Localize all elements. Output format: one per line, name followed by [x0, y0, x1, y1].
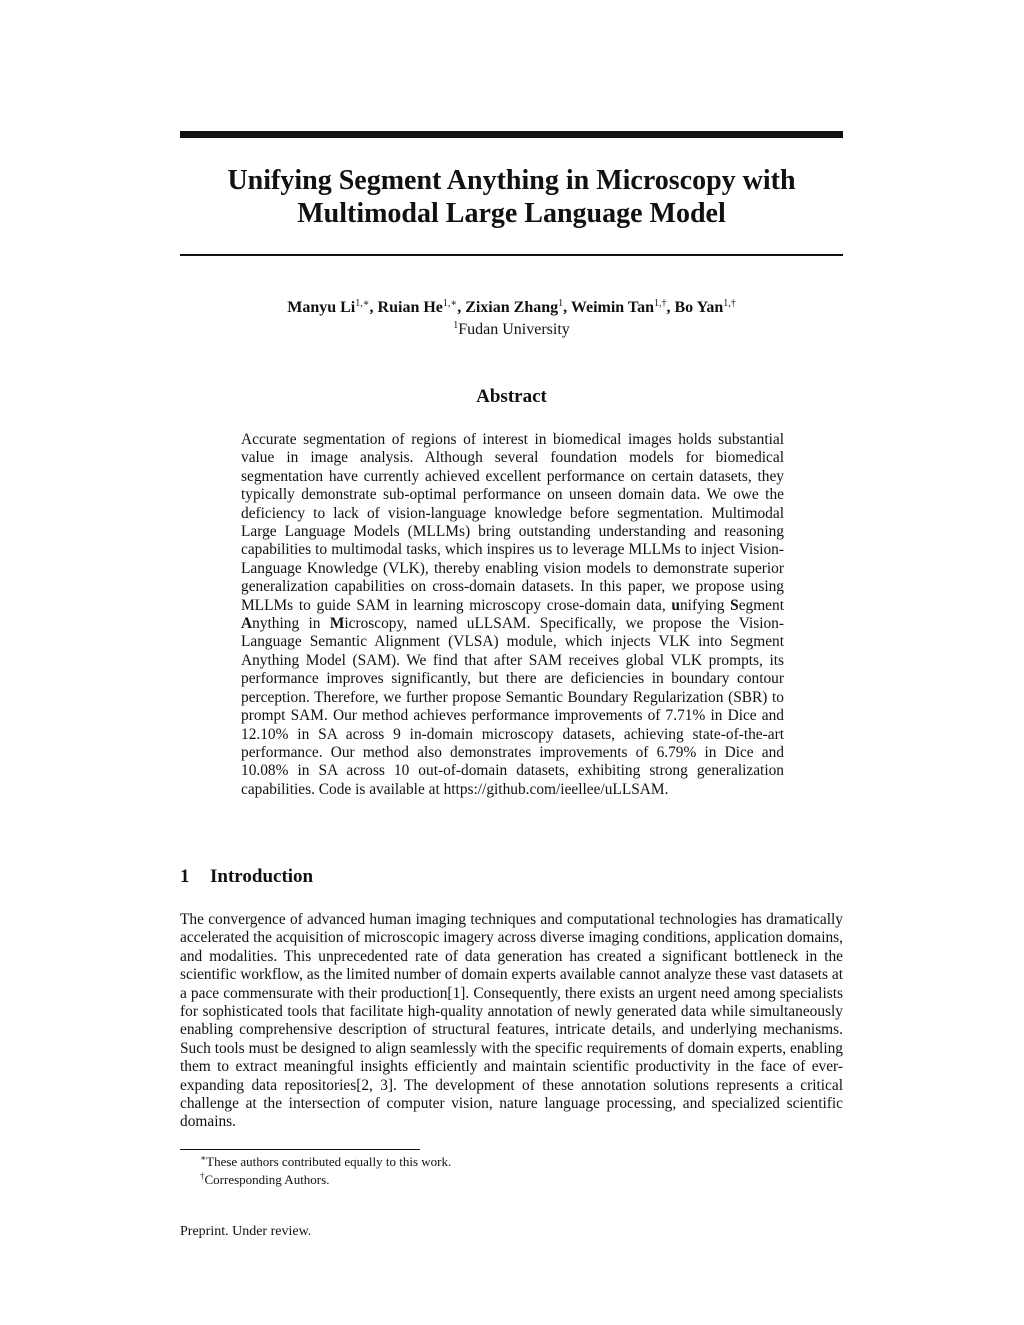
author-name: Zixian Zhang [465, 299, 559, 316]
author-list [180, 298, 843, 318]
footnote-mark: ∗ [200, 1153, 207, 1163]
author-marks: 1,† [654, 298, 667, 309]
introduction-paragraph: The convergence of advanced human imaging techniques and computational technologies has dramatically accelerated the acquisition of microscopic imagery across diverse imaging conditions, application domains, and modalities. This unprecedented rate of data generation has created a significant bottleneck in the scientific workflow, as the limited number of domain experts available cannot analyze these vast datasets at a pace commensurate with their production[1]. Consequently, there exists an urgent need among specialists for sophisticated tools that facilitate high-quality annotation of newly generated data while simultaneously enabling comprehensive description of structural features, intricate details, and underlying mechanisms. Such tools must be designed to align seamlessly with the specific requirements of domain experts, enabling them to extract meaningful insights efficiently and maintain scientific productivity in the face of ever-expanding data repositories[2, 3]. The development of these annotation solutions represents a critical challenge at the intersection of computer vision, nature language processing, and specialized scientific domains. [180, 911, 843, 1131]
author-separator: , [457, 299, 466, 316]
author-name: Manyu Li [287, 299, 356, 316]
footnote-text: Corresponding Authors. [204, 1172, 330, 1187]
author-marks: 1,∗ [442, 298, 458, 309]
section-heading-introduction [180, 866, 313, 888]
footnote [200, 1153, 451, 1171]
footnote-rule [180, 1149, 420, 1150]
author-separator: , [369, 299, 378, 316]
section-title: Introduction [210, 866, 314, 887]
title-line-2: Multimodal Large Language Model [297, 198, 726, 229]
author-separator: , [666, 299, 675, 316]
abstract-part: nything in [252, 615, 330, 633]
author-marks: 1,∗ [355, 298, 370, 309]
footnotes [200, 1153, 451, 1189]
author-marks: 1 [558, 298, 564, 309]
abstract-bold-letter: u [671, 596, 680, 614]
affiliation-mark: 1 [453, 320, 459, 331]
abstract-part: Accurate segmentation of regions of interest in biomedical images holds substantial value in image analysis. Although several foundation models for biomedical segmentation have currently achieved excellent performance on certain datasets, they typically demonstrate sub-optimal performance on unseen domain data. We owe the deficiency to lack of vision-language knowledge before segmentation. Multimodal Large Language Models (MLLMs) bring outstanding understanding and reasoning capabilities to multimodal tasks, which inspires us to leverage MLLMs to inject Vision-Language Knowledge (VLK), thereby enabling vision models to demonstrate superior generalization capabilities on cross-domain datasets. In this paper, we propose using MLLMs to guide SAM in learning microscopy crose-domain data, [241, 431, 784, 614]
abstract-text [241, 431, 784, 799]
footnote-mark: † [200, 1171, 205, 1181]
preprint-footer: Preprint. Under review. [180, 1224, 312, 1239]
footnote-text: These authors contributed equally to this work. [206, 1154, 452, 1169]
title-line-1: Unifying Segment Anything in Microscopy with [227, 165, 796, 196]
author-name: Bo Yan [674, 299, 724, 316]
section-number: 1 [180, 866, 190, 887]
title-bottom-rule [180, 254, 843, 256]
abstract-bold-letter: M [329, 615, 345, 633]
affiliation-name: Fudan University [458, 321, 570, 338]
abstract-part: nifying [679, 596, 731, 614]
abstract-bold-letter: S [730, 596, 739, 614]
abstract-bold-letter: A [241, 615, 253, 633]
author-separator: , [563, 299, 571, 316]
author-name: Ruian He [377, 299, 443, 316]
author-name: Weimin Tan [570, 299, 654, 316]
abstract-part: egment [738, 596, 784, 614]
abstract-heading: Abstract [476, 386, 547, 407]
author-marks: 1,† [723, 298, 736, 309]
top-rule [180, 131, 843, 138]
abstract-part: icroscopy, named uLLSAM. Specifically, we propose the Vision-Language Semantic Alignment (VLSA) module, which injects VLK into Segment Anything Model (SAM). We find that after SAM receives global VLK prompts, its performance improves significantly, but there are deficiencies in boundary contour perception. Therefore, we further propose Semantic Boundary Regularization (SBR) to prompt SAM. Our method achieves performance improvements of 7.71% in Dice and 12.10% in SA across 9 in-domain microscopy datasets, achieving state-of-the-art performance. Our method also demonstrates improvements of 6.79% in Dice and 10.08% in SA across 10 out-of-domain datasets, exhibiting strong generalization capabilities. Code is available at https://github.com/ieellee/uLLSAM. [241, 615, 784, 798]
affiliation [180, 320, 843, 340]
paper-title [180, 164, 843, 230]
footnote [200, 1171, 451, 1189]
